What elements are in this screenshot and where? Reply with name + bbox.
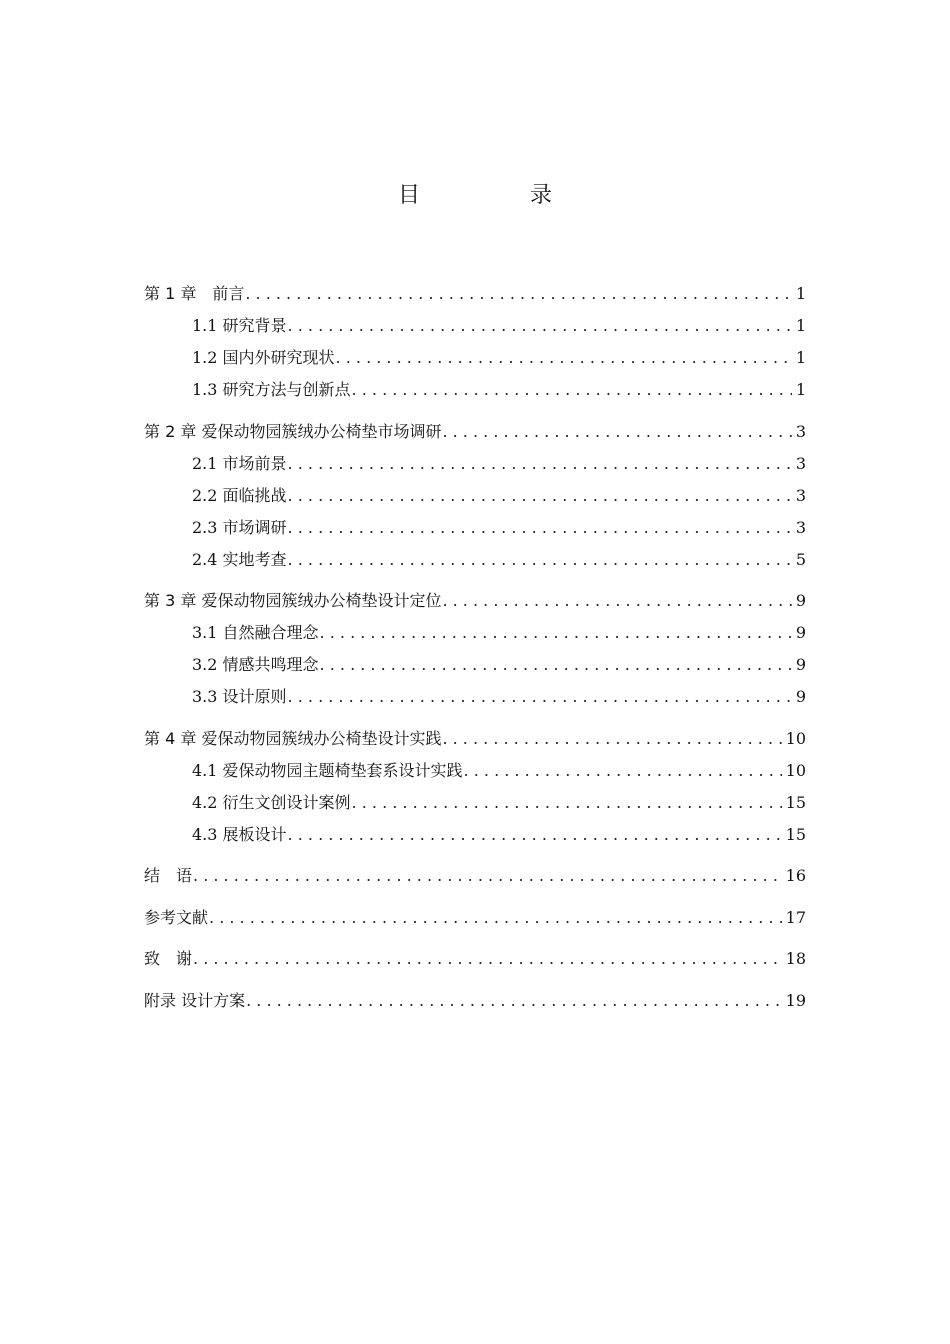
- dot-leader: [441, 416, 791, 448]
- toc-page-number: 9: [795, 591, 806, 610]
- table-of-contents: [144, 278, 806, 1017]
- toc-page-number: 15: [785, 792, 806, 812]
- toc-entry-label: 4.3 展板设计: [192, 824, 287, 844]
- toc-entry-label: 2.3 市场调研: [192, 517, 287, 537]
- toc-chapter-entry[interactable]: [144, 902, 806, 934]
- dot-leader: [208, 902, 782, 934]
- toc-page-number: 3: [795, 485, 806, 505]
- dot-leader: [319, 617, 792, 649]
- toc-entry-label: 致 谢: [144, 949, 193, 968]
- toc-section-entry[interactable]: [144, 342, 806, 374]
- toc-section-entry[interactable]: [144, 617, 806, 649]
- dot-leader: [335, 342, 792, 374]
- toc-page-number: 5: [795, 549, 806, 569]
- dot-leader: [287, 819, 782, 851]
- toc-entry-label: 1.3 研究方法与创新点: [192, 380, 351, 399]
- toc-page-number: 9: [795, 687, 806, 706]
- dot-leader: [463, 755, 782, 787]
- toc-page-number: 9: [795, 655, 806, 674]
- dot-leader: [441, 723, 781, 755]
- dot-leader: [319, 649, 792, 681]
- dot-leader: [244, 278, 791, 310]
- toc-section-entry[interactable]: [144, 374, 806, 406]
- toc-page-number: 1: [795, 380, 806, 399]
- toc-chapter-entry[interactable]: [144, 585, 806, 617]
- toc-section-entry[interactable]: [144, 544, 806, 576]
- toc-page-number: 19: [785, 990, 806, 1010]
- dot-leader: [287, 480, 792, 512]
- toc-chapter-entry[interactable]: [144, 278, 806, 310]
- toc-entry-label: 第 4 章 爱保动物园簇绒办公椅垫设计实践: [144, 728, 442, 748]
- toc-chapter-entry[interactable]: [144, 860, 806, 892]
- toc-entry-label: 3.3 设计原则: [192, 687, 287, 706]
- toc-chapter-entry[interactable]: [144, 723, 806, 755]
- toc-section-entry[interactable]: [144, 480, 806, 512]
- toc-entry-label: 结 语: [144, 866, 193, 885]
- toc-section-entry[interactable]: [144, 681, 806, 713]
- toc-section-entry[interactable]: [144, 819, 806, 851]
- toc-chapter-entry[interactable]: [144, 416, 806, 448]
- toc-section-entry[interactable]: [144, 448, 806, 480]
- toc-page-number: 1: [795, 284, 806, 303]
- toc-page-number: 10: [785, 728, 806, 748]
- dot-leader: [351, 374, 792, 406]
- toc-page-number: 18: [785, 949, 806, 968]
- toc-section-entry[interactable]: [144, 755, 806, 787]
- toc-entry-label: 附录 设计方案: [144, 990, 246, 1010]
- toc-page-number: 16: [785, 866, 806, 885]
- toc-page-number: 1: [795, 316, 806, 335]
- toc-entry-label: 第 2 章 爱保动物园簇绒办公椅垫市场调研: [144, 421, 442, 441]
- toc-section-entry[interactable]: [144, 787, 806, 819]
- toc-page-number: 3: [795, 453, 806, 473]
- toc-page-number: 10: [785, 760, 806, 780]
- toc-page-number: 9: [795, 623, 806, 642]
- toc-chapter-entry[interactable]: [144, 985, 806, 1017]
- toc-chapter-entry[interactable]: [144, 943, 806, 975]
- dot-leader: [441, 585, 791, 617]
- dot-leader: [192, 943, 782, 975]
- toc-page-number: 15: [785, 824, 806, 844]
- dot-leader: [287, 310, 792, 342]
- dot-leader: [192, 860, 782, 892]
- toc-entry-label: 1.2 国内外研究现状: [192, 348, 335, 367]
- dot-leader: [287, 512, 792, 544]
- dot-leader: [287, 681, 792, 713]
- toc-section-entry[interactable]: [144, 649, 806, 681]
- toc-entry-label: 2.4 实地考查: [192, 549, 287, 569]
- toc-entry-label: 参考文献: [144, 907, 209, 927]
- toc-section-entry[interactable]: [144, 512, 806, 544]
- toc-page-number: 17: [785, 907, 806, 927]
- toc-entry-label: 2.2 面临挑战: [192, 485, 287, 505]
- toc-section-entry[interactable]: [144, 310, 806, 342]
- dot-leader: [351, 787, 782, 819]
- toc-title: 目 录: [397, 183, 596, 208]
- toc-page-number: 3: [795, 421, 806, 441]
- toc-entry-label: 3.1 自然融合理念: [192, 623, 319, 642]
- toc-entry-label: 第 1 章 前言: [144, 284, 245, 303]
- toc-page-number: 3: [795, 517, 806, 537]
- toc-entry-label: 4.2 衍生文创设计案例: [192, 792, 351, 812]
- dot-leader: [287, 544, 792, 576]
- toc-entry-label: 第 3 章 爱保动物园簇绒办公椅垫设计定位: [144, 591, 442, 610]
- toc-entry-label: 4.1 爱保动物园主题椅垫套系设计实践: [192, 760, 463, 780]
- toc-entry-label: 1.1 研究背景: [192, 316, 287, 335]
- toc-entry-label: 2.1 市场前景: [192, 453, 287, 473]
- dot-leader: [287, 448, 792, 480]
- toc-entry-label: 3.2 情感共鸣理念: [192, 655, 319, 674]
- dot-leader: [245, 985, 782, 1017]
- toc-page-number: 1: [795, 348, 806, 367]
